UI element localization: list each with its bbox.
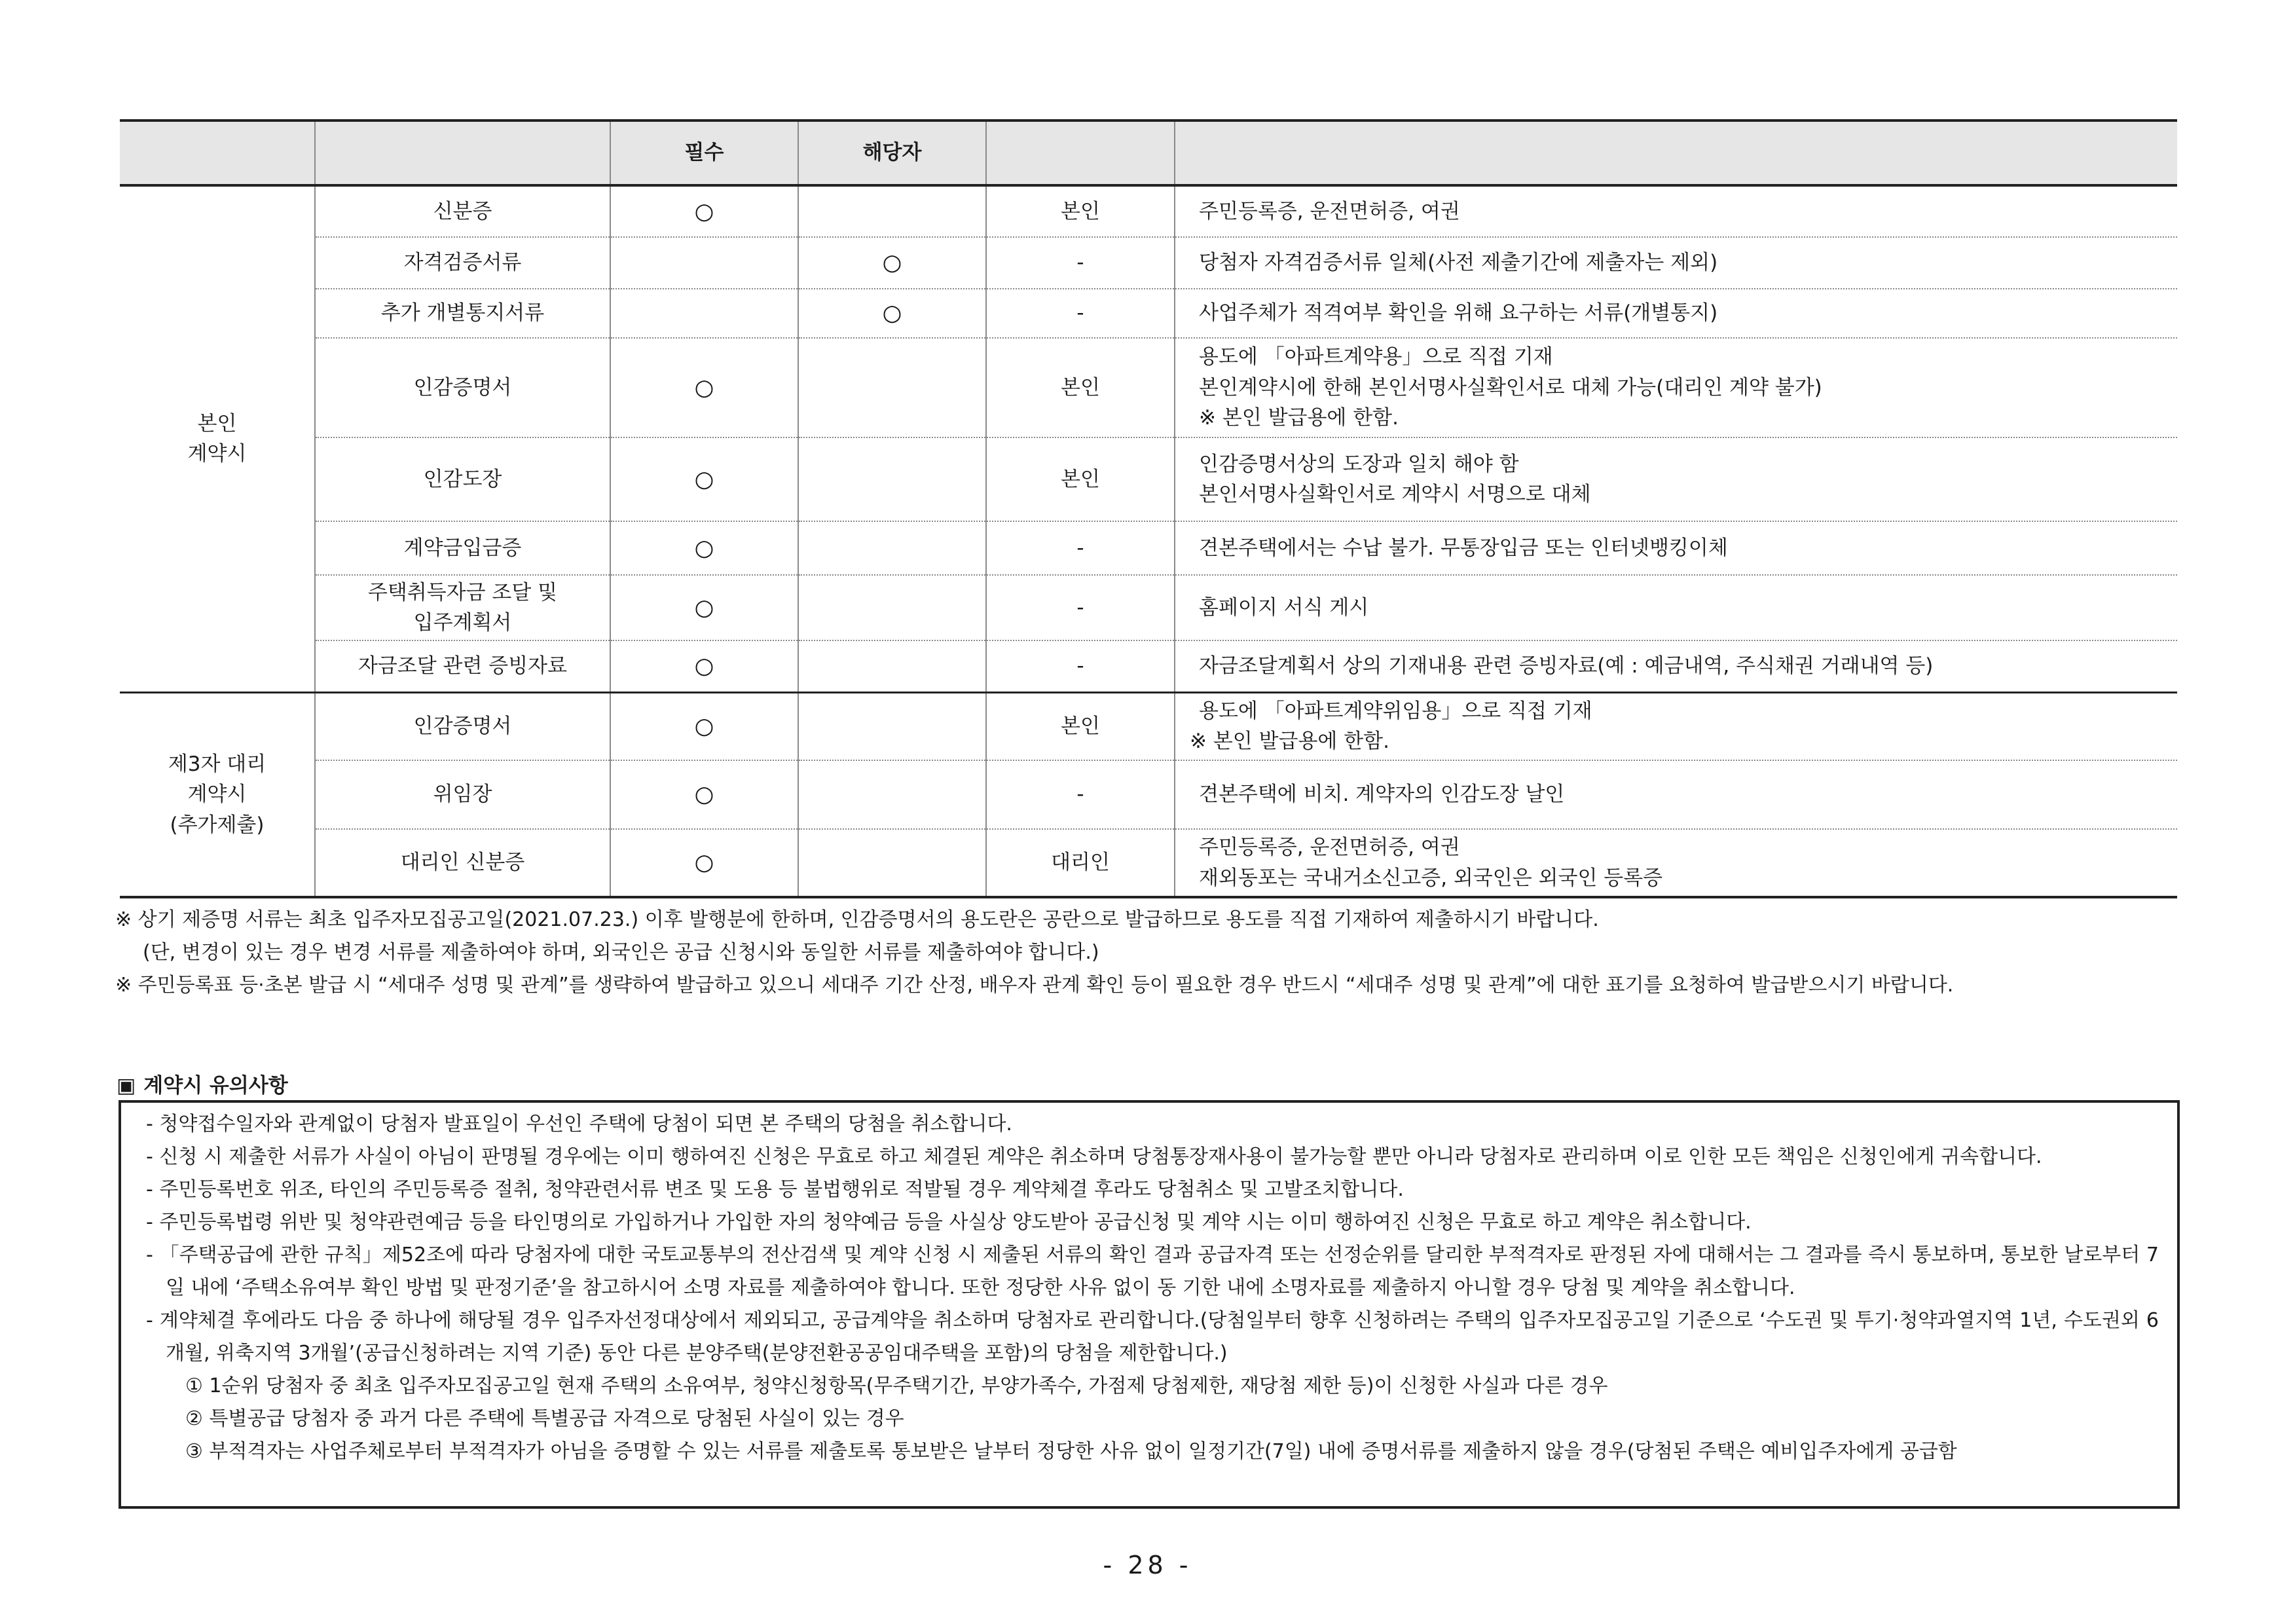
- header-applicable: 해당자: [798, 120, 986, 185]
- category-cell-self: [120, 185, 315, 692]
- issuer-cell: 대리인: [986, 829, 1175, 897]
- header-category: [120, 120, 315, 185]
- remarks-line: 자금조달계획서 상의 기재내용 관련 증빙자료(예 : 예금내역, 주식채권 거래내역 등): [1199, 654, 1934, 678]
- category-line: 계약시: [187, 442, 247, 466]
- applicable-mark: [798, 185, 986, 237]
- header-document: [315, 120, 610, 185]
- issuer-cell: -: [986, 289, 1175, 338]
- remarks-cell: [1175, 437, 2177, 521]
- caution-item: - 「주택공급에 관한 규칙」제52조에 따라 당첨자에 대한 국토교통부의 전산검색 및 계약 신청 시 제출된 서류의 확인 결과 공급자격 또는 선정순위를 달리한 부적격자로 판정된 자에 대해서는 그 결과를 즉시 통보하며, 통보한 날로부터 7일 내에 ‘주택소유여부 확인 방법 및 판정기준’을 참고하시어 소명 자료를 제출하여야 합니다. 또한 정당한 사유 없이 동 기한 내에 소명자료를 제출하지 아니할 경우 당첨 및 계약을 취소합니다.: [146, 1244, 2159, 1299]
- caution-item: - 주민등록번호 위조, 타인의 주민등록증 절취, 청약관련서류 변조 및 도용 등 불법행위로 적발될 경우 계약체결 후라도 당첨취소 및 고발조치합니다.: [146, 1178, 1404, 1201]
- issuer-cell: -: [986, 575, 1175, 640]
- table-row: [120, 437, 2177, 521]
- category-line: 계약시: [187, 783, 247, 806]
- note-item: ※ 주민등록표 등·초본 발급 시 “세대주 성명 및 관계”를 생략하여 발급하고 있으니 세대주 기간 산정, 배우자 관계 확인 등이 필요한 경우 반드시 “세대주 성명 및 관계”에 대한 표기를 요청하여 발급받으시기 바랍니다.: [115, 974, 1954, 997]
- remarks-cell: [1175, 338, 2177, 437]
- table-row: [120, 829, 2177, 897]
- table-row: [120, 237, 2177, 289]
- document-name-line: 입주계획서: [413, 611, 512, 635]
- required-mark: [610, 237, 798, 289]
- category-line: 제3자 대리: [168, 752, 266, 776]
- issuer-cell: 본인: [986, 185, 1175, 237]
- document-name: 추가 개별통지서류: [315, 289, 610, 338]
- contract-documents-table: [120, 119, 2177, 898]
- issuer-cell: 본인: [986, 692, 1175, 760]
- table-row: [120, 760, 2177, 829]
- caution-item: - 계약체결 후에라도 다음 중 하나에 해당될 경우 입주자선정대상에서 제외되고, 공급계약을 취소하며 당첨자로 관리합니다.(당첨일부터 향후 신청하려는 주택의 입주자모집공고일 기준으로 ‘수도권 및 투기·청약과열지역 1년, 수도권외 6개월, 위축지역 3개월’(공급신청하려는 지역 기준) 동안 다른 분양주택(분양전환공공임대주택을 포함)의 당첨을 제한합니다.): [146, 1309, 2159, 1365]
- document-name: 대리인 신분증: [315, 829, 610, 897]
- document-name: 계약금입금증: [315, 521, 610, 575]
- note-item: ※ 상기 제증명 서류는 최초 입주자모집공고일(2021.07.23.) 이후 발행분에 한하며, 인감증명서의 용도란은 공란으로 발급하므로 용도를 직접 기재하여 제출하시기 바랍니다.: [115, 908, 1599, 931]
- remarks-line: ※ 본인 발급용에 한함.: [1199, 406, 1399, 430]
- remarks-line: 용도에 「아파트계약위임용」으로 직접 기재: [1199, 699, 1592, 723]
- remarks-line: 당첨자 자격검증서류 일체(사전 제출기간에 제출자는 제외): [1199, 251, 1718, 275]
- caution-subitem: ① 1순위 당첨자 중 최초 입주자모집공고일 현재 주택의 소유여부, 청약신청항목(무주택기간, 부양가족수, 가점제 당첨제한, 재당첨 제한 등)이 신청한 사실과 다른 경우: [185, 1375, 1608, 1397]
- square-bullet-icon: ▣: [117, 1074, 136, 1098]
- issuer-cell: -: [986, 521, 1175, 575]
- remarks-cell: [1175, 760, 2177, 829]
- remarks-line: 인감증명서상의 도장과 일치 해야 함: [1199, 452, 1519, 476]
- applicable-mark: [798, 692, 986, 760]
- document-name: [315, 575, 610, 640]
- remarks-cell: [1175, 829, 2177, 897]
- required-mark: ○: [610, 185, 798, 237]
- remarks-line: 홈페이지 서식 게시: [1199, 595, 1369, 619]
- remarks-line: 사업주체가 적격여부 확인을 위해 요구하는 서류(개별통지): [1199, 301, 1718, 325]
- document-name: 인감증명서: [315, 338, 610, 437]
- caution-subitem: ③ 부적격자는 사업주체로부터 부적격자가 아님을 증명할 수 있는 서류를 제출토록 통보받은 날부터 정당한 사유 없이 일정기간(7일) 내에 증명서류를 제출하지 않을 경우(당첨된 주택은 예비입주자에게 공급함: [185, 1440, 1957, 1463]
- caution-section-title: [117, 1069, 288, 1098]
- document-name: 자금조달 관련 증빙자료: [315, 640, 610, 692]
- applicable-mark: [798, 338, 986, 437]
- applicable-mark: [798, 760, 986, 829]
- required-mark: ○: [610, 521, 798, 575]
- caution-title-text: 계약시 유의사항: [143, 1074, 288, 1098]
- applicable-mark: [798, 640, 986, 692]
- remarks-line: 견본주택에서는 수납 불가. 무통장입금 또는 인터넷뱅킹이체: [1199, 536, 1728, 560]
- required-mark: ○: [610, 829, 798, 897]
- table-notes: [115, 904, 2184, 1002]
- header-remarks: [1175, 120, 2177, 185]
- applicable-mark: [798, 437, 986, 521]
- issuer-cell: 본인: [986, 338, 1175, 437]
- applicable-mark: [798, 521, 986, 575]
- table-row: [120, 521, 2177, 575]
- remarks-cell: [1175, 289, 2177, 338]
- table-row: [120, 338, 2177, 437]
- issuer-cell: 본인: [986, 437, 1175, 521]
- required-mark: ○: [610, 338, 798, 437]
- category-line: (추가제출): [170, 813, 265, 837]
- caution-item: - 신청 시 제출한 서류가 사실이 아님이 판명될 경우에는 이미 행하여진 신청은 무효로 하고 체결된 계약은 취소하며 당첨통장재사용이 불가능할 뿐만 아니라 당첨자로 관리하며 이로 인한 모든 책임은 신청인에게 귀속합니다.: [146, 1145, 2042, 1168]
- applicable-mark: [798, 575, 986, 640]
- caution-item: - 청약접수일자와 관계없이 당첨자 발표일이 우선인 주택에 당첨이 되면 본 주택의 당첨을 취소합니다.: [146, 1113, 1012, 1135]
- remarks-line: ※ 본인 발급용에 한함.: [1190, 729, 1389, 754]
- document-name: 신분증: [315, 185, 610, 237]
- document-name: 인감증명서: [315, 692, 610, 760]
- document-name: 자격검증서류: [315, 237, 610, 289]
- table-header-row: [120, 120, 2177, 185]
- issuer-cell: -: [986, 237, 1175, 289]
- required-mark: ○: [610, 575, 798, 640]
- required-mark: [610, 289, 798, 338]
- applicable-mark: ○: [798, 289, 986, 338]
- document-name-line: 주택취득자금 조달 및: [367, 580, 558, 604]
- remarks-cell: [1175, 640, 2177, 692]
- applicable-mark: ○: [798, 237, 986, 289]
- remarks-line: 재외동포는 국내거소신고증, 외국인은 외국인 등록증: [1199, 866, 1663, 890]
- caution-subitem: ② 특별공급 당첨자 중 과거 다른 주택에 특별공급 자격으로 당첨된 사실이 있는 경우: [185, 1407, 904, 1430]
- remarks-line: 주민등록증, 운전면허증, 여권: [1199, 836, 1460, 859]
- table-row: [120, 575, 2177, 640]
- category-cell-proxy: [120, 692, 315, 897]
- remarks-cell: [1175, 237, 2177, 289]
- header-required: 필수: [610, 120, 798, 185]
- remarks-line: 용도에 「아파트계약용」으로 직접 기재: [1199, 345, 1553, 369]
- header-issuer: [986, 120, 1175, 185]
- remarks-cell: [1175, 521, 2177, 575]
- table-row: [120, 289, 2177, 338]
- required-mark: ○: [610, 760, 798, 829]
- document-name: 인감도장: [315, 437, 610, 521]
- issuer-cell: -: [986, 640, 1175, 692]
- caution-item: - 주민등록법령 위반 및 청약관련예금 등을 타인명의로 가입하거나 가입한 자의 청약예금 등을 사실상 양도받아 공급신청 및 계약 시는 이미 행하여진 신청은 무효로 하고 계약은 취소합니다.: [146, 1211, 1752, 1234]
- issuer-cell: -: [986, 760, 1175, 829]
- required-mark: ○: [610, 437, 798, 521]
- required-mark: ○: [610, 692, 798, 760]
- table-row: [120, 640, 2177, 692]
- remarks-line: 본인계약시에 한해 본인서명사실확인서로 대체 가능(대리인 계약 불가): [1199, 375, 1822, 399]
- table-row: [120, 185, 2177, 237]
- page-number: - 28 -: [1103, 1551, 1192, 1579]
- document-name: 위임장: [315, 760, 610, 829]
- required-mark: ○: [610, 640, 798, 692]
- remarks-cell: [1175, 692, 2177, 760]
- note-item: (단, 변경이 있는 경우 변경 서류를 제출하여야 하며, 외국인은 공급 신청시와 동일한 서류를 제출하여야 합니다.): [143, 941, 1099, 964]
- category-line: 본인: [197, 411, 237, 435]
- remarks-cell: [1175, 185, 2177, 237]
- remarks-line: 주민등록증, 운전면허증, 여권: [1199, 199, 1460, 223]
- caution-box: [119, 1100, 2180, 1509]
- remarks-line: 본인서명사실확인서로 계약시 서명으로 대체: [1199, 483, 1591, 506]
- remarks-cell: [1175, 575, 2177, 640]
- table-row: [120, 692, 2177, 760]
- remarks-line: 견본주택에 비치. 계약자의 인감도장 날인: [1199, 783, 1565, 807]
- applicable-mark: [798, 829, 986, 897]
